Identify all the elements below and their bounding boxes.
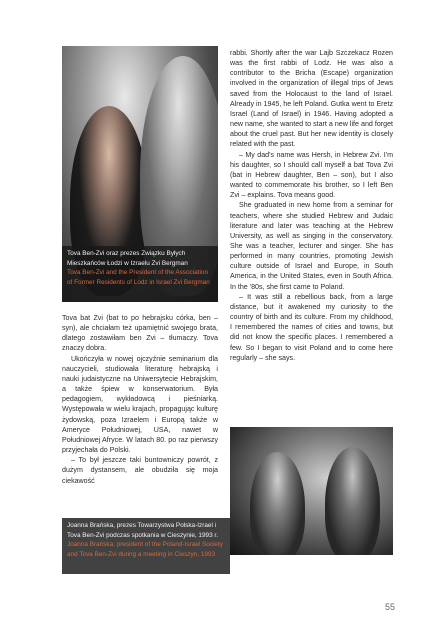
left-text-column (62, 313, 218, 486)
woman-left-figure (250, 452, 305, 555)
woman-right-figure (325, 447, 380, 555)
right-paragraph: rabbi. Shortly after the war Lajb Szczekacz Rozen was the first rabbi of Lodz. He was also a contributor to the Bricha (Escape) organization involved in the organization of illegal trips of Jews saved from the Holocaust to the land of Israel. Already in 1945, he left Poland. Gutka went to Eretz Israel (Land of Israel) in 1946. Having adopted a new name, she wanted to start a new life and forget about the cruel past. But her new identity is closely related with the past. (230, 49, 393, 149)
photo2-caption (62, 518, 230, 574)
left-paragraph: Tova bat Zvi (bat to po hebrajsku córka, ben – syn), ale chciałam też upamiętnić swojego brata, dlatego zostawiłam ben Zvi – tłumaczy. Tova znaczy dobra. (62, 314, 218, 353)
left-paragraph: – To był jeszcze taki buntowniczy powrót, z dużym dystansem, ale obudziła się moja ciekawość (62, 456, 218, 485)
photo2-caption-pl: Joanna Brańska, prezes Towarzystwa Polska-Izrael i Tova Ben-Zvi podczas spotkania w Cieszynie, 1993 r. (67, 522, 218, 539)
right-paragraph: – My dad's name was Hersh, in Hebrew Zvi. I'm his daughter, so I should call myself a bat Tova Zvi (bat in Hebrew daughter, Ben – son), but I also wanted to commemorate his brother, so I left Ben Zvi – explains. Tova means good. (230, 150, 393, 200)
photo1-caption-pl: Tova Ben-Zvi oraz prezes Związku Byłych Mieszkańców Łodzi w Izraelu Zvi Bergman (67, 250, 188, 267)
photo2-caption-en: Joanna Brańska, president of the Poland-Israel Society and Tova Ben-Zvi during a meeting in Cieszyn, 1993 (67, 541, 223, 558)
photo1-caption (62, 246, 218, 302)
page-number: 55 (384, 602, 395, 612)
photo-meeting-cieszyn (230, 427, 393, 555)
left-paragraph: Ukończyła w nowej ojczyźnie seminarium dla nauczycieli, studiowała literaturę hebrajską i nauki judaistyczne na Uniwersytecie Hebrajskim, a także śpiew w konserwatorium. Była pedagogiem, wykładowcą i pieśniarką. Występowała w wielu krajach, propagując kulturę żydowską, poza Izraelem i Europą także w Ameryce Południowej, USA, nawet w Południowej Afryce. W latach 80. po raz pierwszy przyjechała do Polski. (62, 354, 218, 455)
photo1-caption-en: Tova Ben-Zvi and the President of the Association of Former Residents of Lodz in Israel Zvi Bergman (67, 269, 210, 286)
right-text-column (230, 48, 393, 363)
right-paragraph: – It was still a rebellious back, from a large distance, but it awakened my curiosity to the country of birth and its culture. From my childhood, I remembered the names of cities and towns, but did not know the specific places. I remembered a few. So I began to visit Poland and to come here regularly – she says. (230, 292, 393, 362)
right-paragraph: She graduated in new home from a seminar for teachers, where she studied Hebrew and Judaic literature and later was teaching at the Hebrew University, as well as singing in the conservatory. She was a teacher, lecturer and singer. She has performed in many countries, promoting Jewish culture outside of Israel and Europe, in South America, in the United States, even in South Africa. In the '80s, she first came to Poland. (230, 201, 393, 291)
